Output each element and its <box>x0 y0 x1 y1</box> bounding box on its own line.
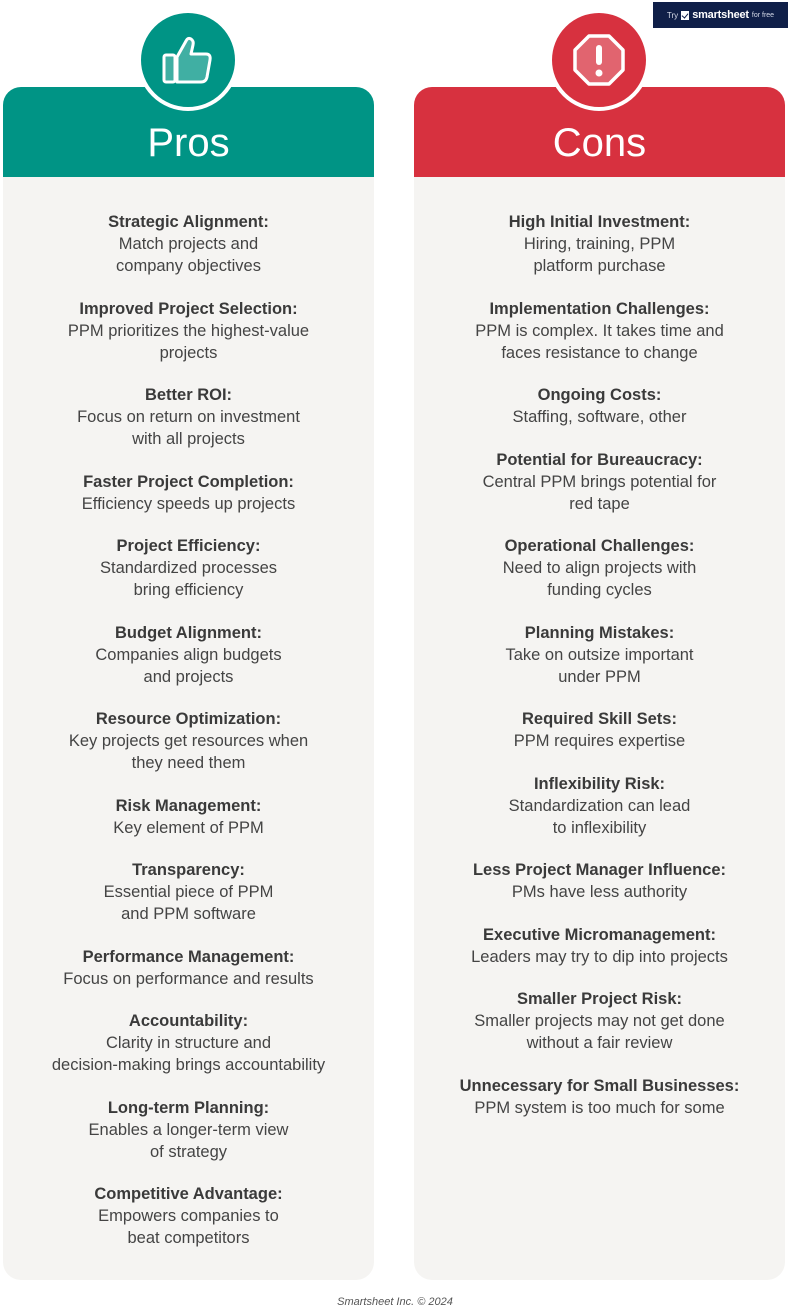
cons-item-description: PPM system is too much for some <box>474 1098 725 1117</box>
cons-list-item <box>414 859 785 903</box>
pros-item-title: Risk Management: <box>115 796 262 815</box>
pros-item-title: Accountability: <box>128 1012 249 1030</box>
pros-item-title: Project Efficiency: <box>116 537 261 555</box>
pros-item-title: Strategic Alignment: <box>108 213 269 231</box>
cons-item-title: High Initial Investment: <box>508 213 691 231</box>
cons-list-item <box>414 1075 785 1119</box>
cons-list-item <box>414 924 785 968</box>
pros-item-title: Long-term Planning: <box>107 1098 270 1117</box>
pros-list-item <box>3 471 374 515</box>
pros-item-description: Standardized processes bring efficiency <box>99 559 278 599</box>
cons-item-title: Smaller Project Risk: <box>516 990 683 1008</box>
cons-item-description: Central PPM brings potential for red tape <box>482 472 717 513</box>
pros-item-description: Focus on return on investment with all projects <box>77 408 300 448</box>
pros-item-description: PPM prioritizes the highest-value projects <box>67 321 310 362</box>
cons-list-item <box>414 708 785 752</box>
cons-item-description: PPM is complex. It takes time and faces resistance to change <box>475 321 724 362</box>
pros-item-description: Focus on performance and results <box>63 969 314 988</box>
cons-item-title: Operational Challenges: <box>504 537 695 555</box>
pros-item-description: Essential piece of PPM and PPM software <box>103 883 274 923</box>
cons-list <box>414 177 785 1119</box>
pros-list <box>3 177 374 1249</box>
pros-item-title: Improved Project Selection: <box>79 299 298 318</box>
cons-item-title: Inflexibility Risk: <box>533 774 666 793</box>
cons-list-item <box>414 449 785 515</box>
cons-item-description: Standardization can lead to inflexibility <box>508 796 691 837</box>
pros-item-description: Key element of PPM <box>113 818 264 837</box>
pros-list-item <box>3 1097 374 1163</box>
pros-list-item <box>3 622 374 688</box>
cons-list-item <box>414 535 785 601</box>
try-smartsheet-badge[interactable] <box>653 2 788 28</box>
thumbs-up-icon <box>137 9 239 111</box>
pros-card <box>3 87 374 1280</box>
pros-list-item <box>3 859 374 925</box>
pros-list-item <box>3 211 374 277</box>
pros-list-item <box>3 708 374 774</box>
cons-item-title: Unnecessary for Small Businesses: <box>459 1076 740 1095</box>
pros-item-description: Companies align budgets and projects <box>95 645 282 686</box>
badge-brand-text: smartsheet <box>692 9 749 21</box>
cons-item-title: Implementation Challenges: <box>489 299 710 318</box>
pros-item-description: Key projects get resources when they need them <box>68 732 309 772</box>
cons-list-item <box>414 773 785 839</box>
pros-item-title: Faster Project Completion: <box>83 472 294 491</box>
pros-item-title: Performance Management: <box>82 947 295 966</box>
badge-free-text: for free <box>751 11 775 19</box>
pros-heading: Pros <box>147 121 230 165</box>
cons-item-description: Smaller projects may not get done without a fair review <box>474 1012 725 1052</box>
pros-list-item <box>3 1010 374 1076</box>
pros-list-item <box>3 795 374 839</box>
cons-list-item <box>414 298 785 364</box>
cons-heading: Cons <box>552 121 647 165</box>
pros-item-title: Better ROI: <box>144 386 233 404</box>
pros-item-title: Budget Alignment: <box>115 623 262 642</box>
warning-octagon-icon <box>548 9 650 111</box>
cons-list-item <box>414 211 785 277</box>
cons-item-description: Staffing, software, other <box>512 408 687 426</box>
pros-item-description: Match projects and company objectives <box>116 235 261 275</box>
pros-list-item <box>3 535 374 601</box>
cons-item-title: Planning Mistakes: <box>524 623 675 642</box>
pros-list-item <box>3 946 374 990</box>
cons-item-description: PPM requires expertise <box>513 732 686 750</box>
pros-item-description: Clarity in structure and decision-making brings accountability <box>51 1034 326 1074</box>
copyright-footer: Smartsheet Inc. © 2024 <box>337 1296 453 1308</box>
pros-item-description: Empowers companies to beat competitors <box>98 1207 279 1247</box>
cons-list-item <box>414 384 785 428</box>
badge-try-text: Try <box>666 10 679 20</box>
cons-item-description: Hiring, training, PPM platform purchase <box>523 235 676 275</box>
cons-item-description: PMs have less authority <box>511 883 688 901</box>
cons-item-title: Executive Micromanagement: <box>483 925 716 944</box>
cons-item-title: Less Project Manager Influence: <box>472 861 727 879</box>
smartsheet-logo-icon <box>681 11 689 20</box>
pros-list-item <box>3 384 374 450</box>
cons-item-description: Take on outsize important under PPM <box>505 645 694 686</box>
pros-item-description: Efficiency speeds up projects <box>81 494 296 513</box>
cons-item-title: Potential for Bureaucracy: <box>496 450 703 469</box>
pros-item-description: Enables a longer-term view of strategy <box>88 1120 289 1161</box>
pros-item-title: Transparency: <box>132 861 245 879</box>
cons-item-description: Need to align projects with funding cycles <box>502 559 697 599</box>
pros-item-title: Resource Optimization: <box>95 710 282 728</box>
cons-item-description: Leaders may try to dip into projects <box>471 947 728 966</box>
cons-list-item <box>414 622 785 688</box>
pros-list-item <box>3 298 374 364</box>
cons-item-title: Required Skill Sets: <box>522 710 677 728</box>
cons-card <box>414 87 785 1280</box>
pros-list-item <box>3 1183 374 1249</box>
cons-item-title: Ongoing Costs: <box>537 386 662 404</box>
pros-item-title: Competitive Advantage: <box>94 1185 283 1203</box>
cons-list-item <box>414 988 785 1054</box>
